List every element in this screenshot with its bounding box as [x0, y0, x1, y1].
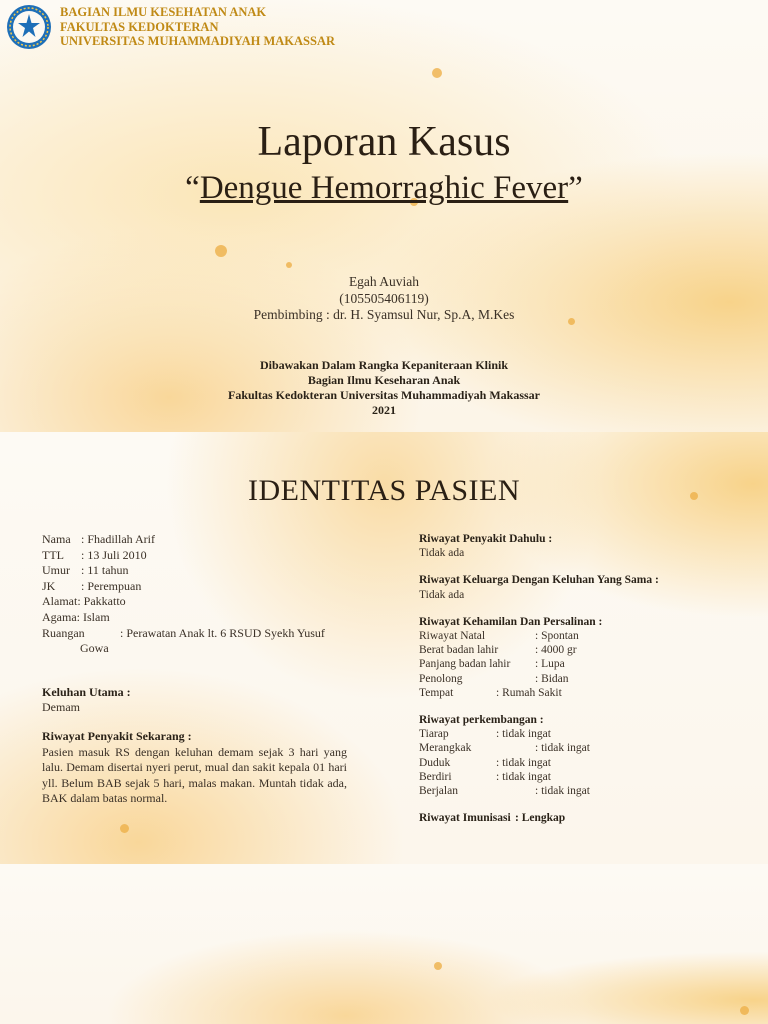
report-title: Laporan Kasus	[257, 119, 511, 165]
chief-complaint-heading: Keluhan Utama :	[42, 684, 131, 699]
development-row: Merangkak : tidak ingat	[419, 742, 590, 755]
purpose-line: Fakultas Kedokteran Universitas Muhammadiyah Makassar	[227, 388, 541, 402]
decor-dot	[286, 262, 292, 268]
decor-dot	[215, 245, 227, 257]
institution-header	[60, 5, 335, 49]
field-alamat: Alamat: Pakkatto	[42, 594, 126, 609]
development-row: Berdiri : tidak ingat	[419, 770, 551, 783]
family-history-heading: Riwayat Keluarga Dengan Keluhan Yang Sama :	[419, 574, 659, 587]
birth-history-heading: Riwayat Kehamilan Dan Persalinan :	[419, 615, 603, 628]
next-slide-partial	[0, 864, 768, 1024]
student-id: (105505406119)	[339, 290, 429, 306]
cover-slide	[0, 0, 768, 432]
section-title: IDENTITAS PASIEN	[248, 474, 520, 507]
quote-close: ”	[568, 170, 583, 206]
development-heading: Riwayat perkembangan :	[419, 713, 544, 726]
decor-dot	[740, 1006, 749, 1015]
birth-row: Panjang badan lahir : Lupa	[419, 658, 565, 671]
decor-dot	[432, 68, 442, 78]
decor-dot	[120, 824, 129, 833]
quote-open: “	[185, 170, 200, 206]
field-nama: Nama : Fhadillah Arif	[42, 532, 155, 546]
author-block	[0, 274, 768, 324]
faculty-name: FAKULTAS KEDOKTERAN	[60, 19, 219, 34]
purpose-year: 2021	[372, 403, 396, 417]
birth-row: Riwayat Natal : Spontan	[419, 630, 579, 643]
report-subtitle	[0, 170, 768, 207]
birth-row: Tempat : Rumah Sakit	[419, 686, 562, 699]
development-row: Tiarap : tidak ingat	[419, 728, 551, 741]
birth-row: Penolong : Bidan	[419, 672, 569, 685]
identity-left-column	[42, 532, 347, 807]
subtitle-text: Dengue Hemorraghic Fever	[199, 170, 569, 206]
present-illness-heading: Riwayat Penyakit Sekarang :	[42, 728, 192, 743]
identity-slide	[0, 432, 768, 864]
purpose-block	[0, 358, 768, 418]
development-row: Berjalan : tidak ingat	[419, 784, 590, 797]
field-umur: Umur : 11 tahun	[42, 563, 129, 578]
birth-row: Berat badan lahir : 4000 gr	[419, 644, 577, 657]
development-row: Duduk : tidak ingat	[419, 756, 551, 769]
author-name: Egah Auviah	[348, 274, 420, 289]
university-seal-icon	[6, 4, 52, 50]
field-ruangan-cont: Gowa	[80, 641, 109, 656]
immunization-row: Riwayat Imunisasi : Lengkap	[419, 812, 566, 825]
university-name: UNIVERSITAS MUHAMMADIYAH MAKASSAR	[60, 34, 336, 48]
past-illness-heading: Riwayat Penyakit Dahulu :	[419, 533, 553, 545]
family-history: Tidak ada	[419, 588, 465, 601]
field-agama: Agama: Islam	[42, 609, 110, 624]
decor-dot	[434, 962, 442, 970]
supervisor: Pembimbing : dr. H. Syamsul Nur, Sp.A, M.Kes	[253, 307, 515, 322]
field-ttl: TTL : 13 Juli 2010	[42, 547, 147, 562]
field-ruangan: Ruangan : Perawatan Anak lt. 6 RSUD Syekh Yusuf	[42, 625, 325, 640]
field-jk: JK : Perempuan	[42, 578, 142, 593]
chief-complaint: Demam	[42, 700, 80, 715]
past-illness: Tidak ada	[419, 547, 465, 560]
purpose-line: Dibawakan Dalam Rangka Kepaniteraan Klinik	[259, 358, 509, 372]
identity-right-column	[419, 532, 749, 825]
purpose-line: Bagian Ilmu Keseharan Anak	[307, 373, 461, 387]
department-name: BAGIAN ILMU KESEHATAN ANAK	[60, 5, 267, 19]
present-illness: Pasien masuk RS dengan keluhan demam sejak 3 hari yang lalu. Demam disertai nyeri perut, mual dan sakit kepala 01 hari yll. Belum BAB sejak 5 hari, malas makan. Muntah tidak ada, BAK dalam batas normal.	[42, 744, 347, 806]
